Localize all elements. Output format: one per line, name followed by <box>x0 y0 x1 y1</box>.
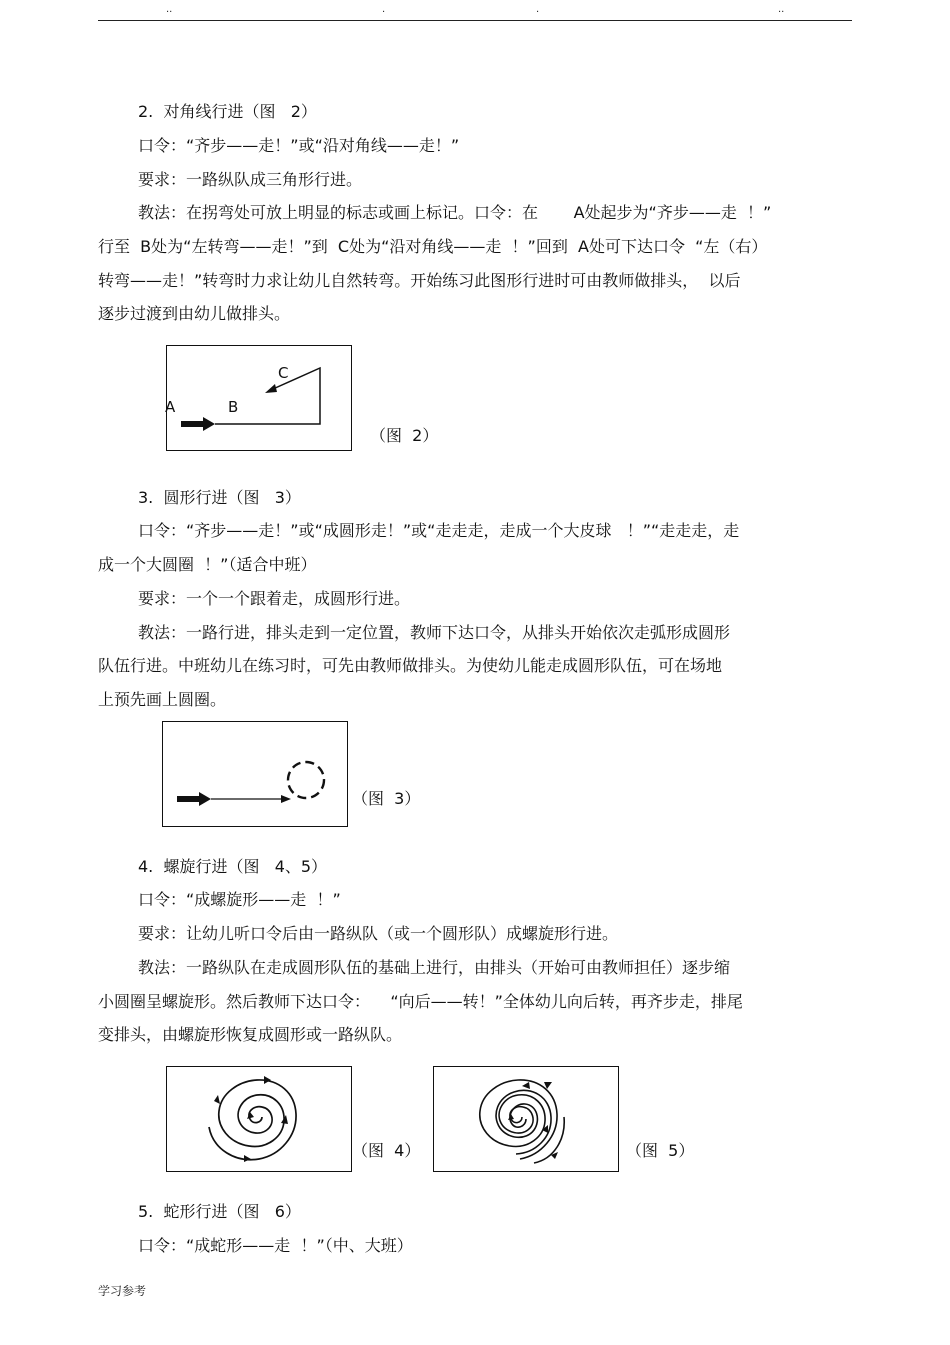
section-4-method-line: 教法：一路纵队在走成圆形队伍的基础上进行，由排头（开始可由教师担任）逐步缩 <box>138 958 731 977</box>
page-footer: 学习参考 <box>98 1284 147 1298</box>
section-4-title: 4. 螺旋行进（图 4、5） <box>138 857 328 876</box>
section-2-title: 2. 对角线行进（图 2） <box>138 102 317 121</box>
section-4-requirement: 要求：让幼儿听口令后由一路纵队（或一个圆形队）成螺旋形行进。 <box>138 924 619 943</box>
section-3-command-line: 成一个大圆圈 ！”（适合中班） <box>98 555 317 574</box>
spiral-arrow <box>508 1114 514 1120</box>
spiral-arrow <box>264 1076 271 1084</box>
figure-4-spiral <box>166 1066 352 1172</box>
section-3-title: 3. 圆形行进（图 3） <box>138 488 301 507</box>
spiral-arrow <box>214 1095 220 1104</box>
figure-4-caption: （图 4） <box>352 1141 421 1160</box>
section-4-method-line: 变排头，由螺旋形恢复成圆形或一路纵队。 <box>98 1025 403 1044</box>
figure-2-caption: （图 2） <box>370 426 439 445</box>
section-3-command-line: 口令：“齐步——走！”或“成圆形走！”或“走走走，走成一个大皮球 ！”“走走走，走 <box>138 521 740 540</box>
section-5-command: 口令：“成蛇形——走 ！”（中、大班） <box>138 1236 413 1255</box>
dashed-circle <box>288 762 324 798</box>
section-3-method-line: 上预先画上圆圈。 <box>98 690 227 709</box>
march-arrowhead <box>281 795 291 803</box>
arrowhead-to-a <box>265 384 277 393</box>
section-2-method-line: 教法：在拐弯处可放上明显的标志或画上标记。口令：在 A处起步为“齐步——走 ！” <box>138 203 772 222</box>
header-mark: . <box>536 4 540 15</box>
header-mark: .. <box>166 4 173 15</box>
section-3-requirement: 要求：一个一个跟着走，成圆形行进。 <box>138 589 411 608</box>
point-b-label: B <box>228 398 239 416</box>
figure-3-circle <box>162 721 348 827</box>
header-rule <box>98 20 852 21</box>
start-arrow-shaft <box>177 796 201 802</box>
point-a-label: A <box>165 398 176 416</box>
header-mark: .. <box>778 4 785 15</box>
point-c-label: C <box>278 364 289 382</box>
start-arrow-head <box>203 417 215 431</box>
header-mark: . <box>382 4 386 15</box>
figure-2-diagonal <box>166 345 352 451</box>
section-4-method-line: 小圆圈呈螺旋形。然后教师下达口令： “向后——转！”全体幼儿向后转，再齐步走，排尾 <box>98 992 743 1011</box>
spiral-path-outer <box>480 1080 557 1159</box>
section-2-method-line: 行至 B处为“左转弯——走！”到 C处为“沿对角线——走 ！”回到 A处可下达口令 “左（右） <box>98 237 768 256</box>
section-2-method-line: 转弯——走！”转弯时力求让幼儿自然转弯。开始练习此图形行进时可由教师做排头， 以后 <box>98 271 741 290</box>
section-2-command: 口令：“齐步——走！”或“沿对角线——走！” <box>138 136 460 155</box>
section-5-title: 5. 蛇形行进（图 6） <box>138 1202 301 1221</box>
section-3-method-line: 队伍行进。中班幼儿在练习时，可先由教师做排头。为使幼儿能走成圆形队伍，可在场地 <box>98 656 723 675</box>
spiral-arrow <box>522 1082 530 1089</box>
section-3-method-line: 教法：一路行进，排头走到一定位置，教师下达口令，从排头开始依次走弧形成圆形 <box>138 623 731 642</box>
spiral-arrow <box>244 1155 251 1162</box>
section-2-method-line: 逐步过渡到由幼儿做排头。 <box>98 304 291 323</box>
section-4-command: 口令：“成螺旋形——走 ！” <box>138 890 341 909</box>
section-2-requirement: 要求：一路纵队成三角形行进。 <box>138 170 363 189</box>
figure-3-caption: （图 3） <box>352 789 421 808</box>
start-arrow-shaft <box>181 421 205 427</box>
figure-5-caption: （图 5） <box>626 1141 695 1160</box>
start-arrow-head <box>199 792 211 806</box>
figure-5-double-spiral <box>433 1066 619 1172</box>
spiral-path <box>209 1080 296 1160</box>
